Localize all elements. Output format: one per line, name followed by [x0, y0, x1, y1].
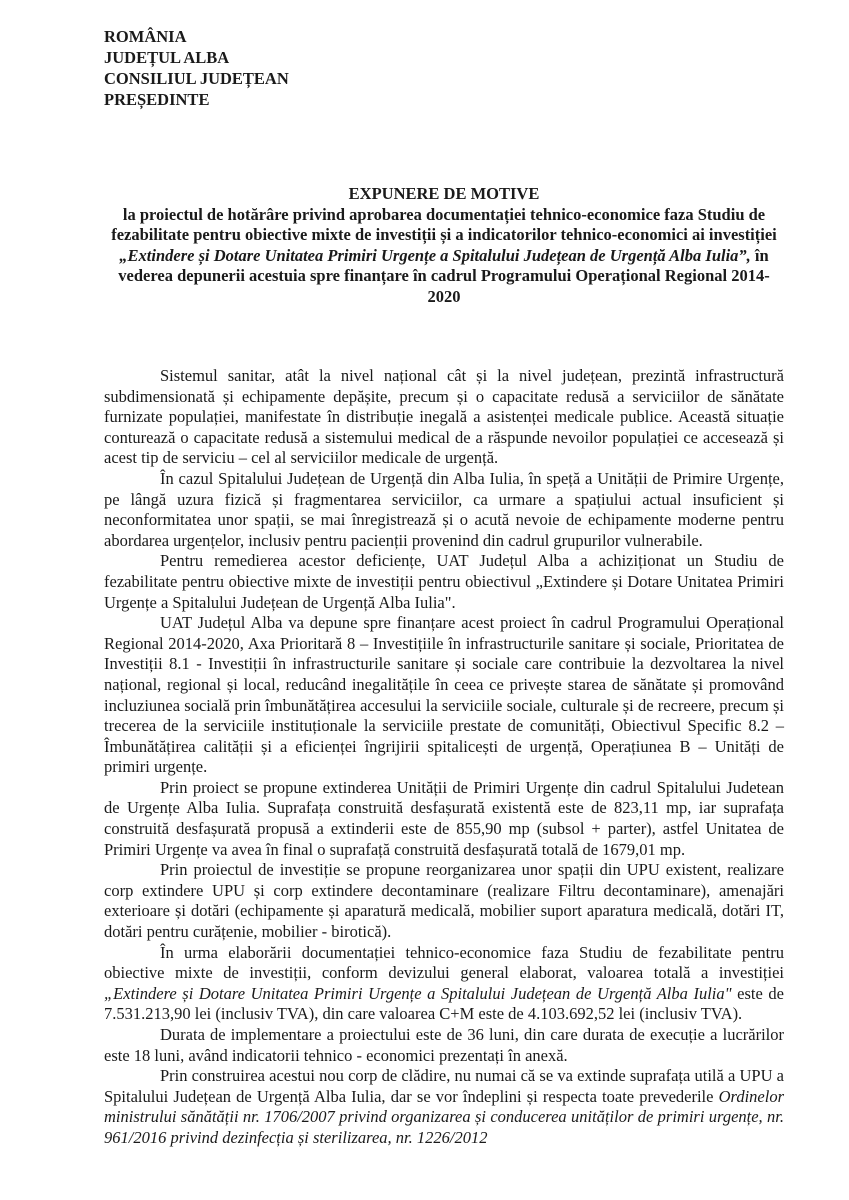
- regulations-text: Prin construirea acestui nou corp de clădire, nu numai că se va extinde suprafața utilă a UPU a Spitalului Județean de Urgență Alba Iulia, dar se vor îndeplini și respecta toate prevederile: [104, 1066, 784, 1106]
- header-line-council: CONSILIUL JUDEȚEAN: [104, 69, 289, 88]
- paragraph-project-scope: Prin proiectul de investiție se propune reorganizarea unor spații din UPU existent, realizare corp extindere UPU și corp extindere decontaminare (realizare Filtru decontaminare), amenajări exterioare și dotări (echipamente și aparatură medicală, mobilier suport aparatura medicală, dotări IT, dotări pentru curățenie, mobilier - birotică).: [104, 860, 784, 942]
- document-title-block: [104, 184, 784, 307]
- institution-header: [104, 26, 289, 110]
- investment-text-2: este de 7.531.213,90 lei (inclusiv TVA), din care valoarea C+M este de 4.103.692,52 lei (inclusiv TVA).: [104, 983, 784, 1024]
- document-body: [104, 366, 784, 1149]
- header-line-county: JUDEȚUL ALBA: [104, 48, 230, 67]
- paragraph-extension-area: Prin proiect se propune extinderea Unității de Primiri Urgențe din cadrul Spitalului Judetean de Urgențe Alba Iulia. Suprafața construită desfașurată existentă este de 823,11 mp, iar suprafața construită desfașurată propusă a extinderii este de 855,90 mp (subsol + parter), astfel Unitatea de Primiri Urgențe va avea în final o suprafață construită desfașurată totală de 1679,01 mp.: [104, 777, 784, 859]
- investment-text-1: În urma elaborării documentației tehnico-economice faza Studiu de fezabilitate pentru obiective mixte de investiții, conform devizului general elaborat, valoarea totală a investiției: [104, 942, 784, 983]
- regulations-orders: Ordinelor ministrului sănătății nr. 1706/2007 privind organizarea și conducerea unităților de primiri urgențe, nr. 961/2016 privind dezinfecția și sterilizarea, nr. 1226/2012: [104, 1086, 784, 1147]
- paragraph-duration: Durata de implementare a proiectului este de 36 luni, din care durata de execuție a lucrărilor este 18 luni, având indicatorii tehnico - economici prezentați în anexă.: [104, 1025, 784, 1065]
- paragraph-hospital-needs: În cazul Spitalului Județean de Urgență din Alba Iulia, în speță a Unității de Primire Urgențe, pe lângă uzura fizică și fragmentarea serviciilor, ca urmare a spațiului actual insuficient și neconformitatea unor spații, se mai înregistrează și o acută nevoie de echipamente moderne pentru abordarea urgențelor, inclusiv pentru pacienții provenind din cadrul grupurilor vulnerabile.: [104, 468, 784, 550]
- paragraph-context: Sistemul sanitar, atât la nivel național cât și la nivel județean, prezintă infrastructură subdimensionată și echipamente depășite, precum și o capacitate redusă a serviciilor de sănătate furnizate populației, manifestate în distribuție inegală a asistenței medicale publice. Această situație conturează o capacitate redusă a sistemului medical de a răspunde nevoilor populației ce accesează și acest tip de serviciu – cel al serviciilor medicale de urgență.: [104, 366, 784, 468]
- document-title: EXPUNERE DE MOTIVE: [348, 184, 540, 203]
- subtitle-text-1: la proiectul de hotărâre privind aprobarea documentației tehnico-economice faza Studiu de fezabilitate pentru obiective mixte de investiții și a indicatorilor tehnico-economici ai investiției: [111, 204, 777, 244]
- subtitle-text-2: în vederea depunerii acestuia spre finanțare în cadrul Programului Operațional Regional 2014-2020: [118, 245, 770, 306]
- paragraph-regulations: [104, 1066, 784, 1148]
- paragraph-feasibility-study: Pentru remedierea acestor deficiențe, UAT Județul Alba a achiziționat un Studiu de fezabilitate pentru obiective mixte de investiții pentru obiectivul „Extindere și Dotare Unitatea Primiri Urgențe a Spitalului Județean de Urgență Alba Iulia".: [104, 551, 784, 612]
- subtitle-project-name: „Extindere și Dotare Unitatea Primiri Urgențe a Spitalului Județean de Urgență Alba Iulia”,: [119, 245, 751, 265]
- paragraph-funding-program: UAT Județul Alba va depune spre finanțare acest proiect în cadrul Programului Operațional Regional 2014-2020, Axa Prioritară 8 – Investițiile în infrastructurile sanitare și sociale, Prioritatea de Investiții 8.1 - Investiții în infrastructurile sanitare și sociale care contribuie la dezvoltarea la nivel național, regional și local, reducând inegalitățile în ceea ce privește starea de sănătate și promovând incluziunea socială prin îmbunătățirea accesului la serviciile sociale, culturale și de recreere, precum și trecerea de la serviciile instituționale la serviciile prestate de comunități, Obiectivul Specific 8.2 – Îmbunătățirea calității și a eficienței îngrijirii spitalicești de urgență, Operațiunea B – Unități de primiri urgențe.: [104, 613, 784, 777]
- investment-project-name: „Extindere și Dotare Unitatea Primiri Urgențe a Spitalului Județean de Urgență Alba Iulia": [104, 983, 732, 1003]
- header-line-president: PREȘEDINTE: [104, 90, 210, 109]
- header-line-country: ROMÂNIA: [104, 27, 187, 46]
- document-subtitle: [104, 205, 784, 308]
- paragraph-investment-value: [104, 943, 784, 1025]
